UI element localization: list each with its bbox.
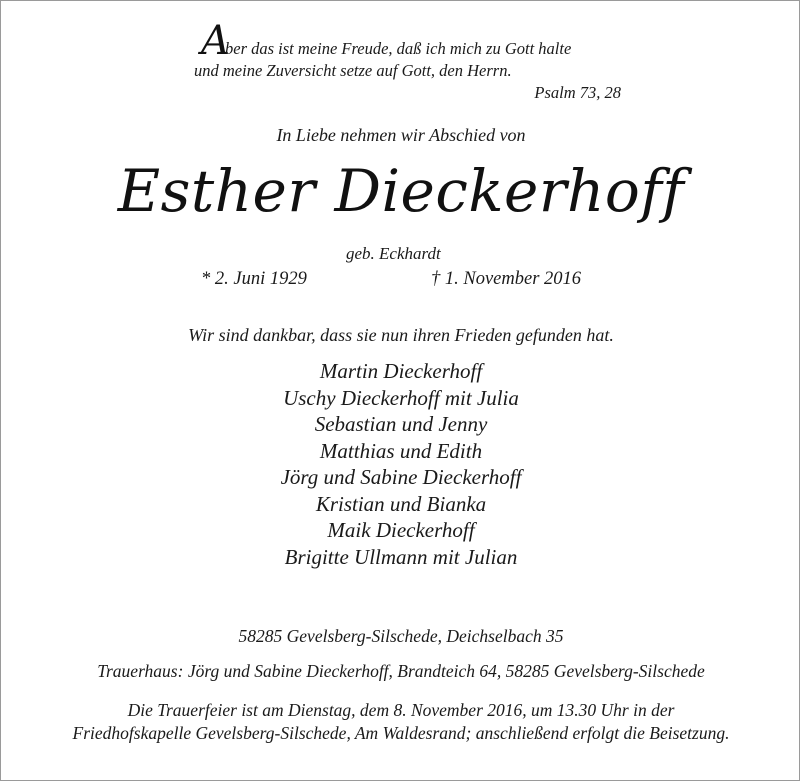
quote-line-2: und meine Zuversicht setze auf Gott, den Herrn. (194, 61, 512, 80)
mourner-name: Martin Dieckerhoff (319, 359, 483, 383)
birth-name: geb. Eckhardt (346, 244, 441, 263)
service-line-1: Die Trauerfeier ist am Dienstag, dem 8. November 2016, um 13.30 Uhr in der (127, 700, 675, 720)
death-date: † 1. November 2016 (431, 269, 582, 289)
mourner-name: Jörg und Sabine Dieckerhoff (280, 465, 522, 489)
mourner-name: Kristian und Bianka (315, 491, 487, 516)
birth-date: * 2. Juni 1929 (201, 269, 307, 289)
quote-line-1: ber das ist meine Freude, daß ich mich zu Gott halte (225, 39, 572, 58)
intro-text: In Liebe nehmen wir Abschied von (276, 125, 526, 145)
funeral-service-info (1, 699, 800, 745)
mourner-name: Maik Dieckerhoff (327, 518, 475, 542)
service-line-2: Friedhofskapelle Gevelsberg-Silschede, Am Waldesrand; anschließend erfolgt die Beisetzung. (72, 723, 730, 743)
family-address: 58285 Gevelsberg-Silschede, Deichselbach 35 (238, 626, 564, 646)
mourners-list (1, 358, 800, 570)
mourner-name: Matthias und Edith (319, 438, 483, 463)
mourning-house: Trauerhaus: Jörg und Sabine Dieckerhoff, Brandteich 64, 58285 Gevelsberg-Silschede (97, 661, 705, 681)
gratitude-text: Wir sind dankbar, dass sie nun ihren Frieden gefunden hat. (188, 325, 614, 345)
quote-reference: Psalm 73, 28 (534, 83, 621, 102)
mourner-name: Sebastian und Jenny (314, 412, 488, 436)
mourner-name: Uschy Dieckerhoff mit Julia (283, 385, 519, 410)
quote-initial: A (201, 18, 230, 64)
mourner-name: Brigitte Ullmann mit Julian (284, 544, 518, 569)
deceased-name: Esther Dieckerhoff (117, 157, 685, 225)
